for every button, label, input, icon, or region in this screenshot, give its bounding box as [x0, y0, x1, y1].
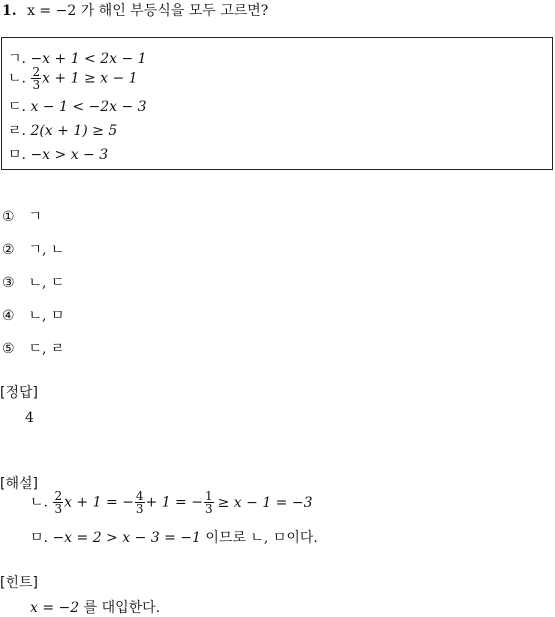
fraction	[135, 490, 145, 515]
option-expr: −x + 1 < 2x − 1	[30, 51, 147, 67]
option-label: ㄱ.	[8, 51, 26, 67]
choice-2[interactable]	[2, 239, 64, 259]
explanation-heading: [해설]	[0, 476, 38, 492]
fraction-numerator: 2	[54, 489, 63, 503]
question-text: x = −2 가 해인 부등식을 모두 고르면?	[27, 3, 269, 19]
choice-text: ㄱ, ㄴ	[28, 242, 65, 258]
option-expr: −x > x − 3	[30, 147, 109, 163]
choice-1[interactable]	[2, 206, 42, 226]
explanation-tail: 이므로 ㄴ, ㅁ이다.	[205, 530, 318, 546]
option-nieun	[8, 66, 138, 91]
option-label: ㅁ.	[8, 147, 26, 163]
fraction-denominator: 3	[135, 502, 144, 516]
choice-mark: ④	[2, 308, 15, 324]
choice-mark: ①	[2, 209, 15, 225]
fraction-numerator: 2	[32, 65, 41, 79]
fraction	[53, 490, 63, 515]
choice-text: ㄷ, ㄹ	[28, 341, 65, 357]
explanation-expr: −x = 2 > x − 3 = −1	[52, 530, 201, 546]
explanation-expr: x + 1 = −	[64, 494, 134, 511]
choice-3[interactable]	[2, 272, 64, 292]
choice-mark: ②	[2, 242, 15, 258]
explanation-line-2	[30, 527, 318, 547]
option-expr: x − 1 < −2x − 3	[30, 99, 147, 115]
choice-mark: ③	[2, 275, 15, 291]
option-label: ㄷ.	[8, 99, 26, 115]
option-expr: x + 1 ≥ x − 1	[42, 70, 138, 87]
option-rieul	[8, 120, 117, 140]
explanation-line-1	[30, 490, 313, 515]
option-expr: 2(x + 1) ≥ 5	[30, 123, 118, 139]
explanation-expr: ≥ x − 1 = −3	[217, 494, 313, 511]
question-number: 1.	[2, 3, 17, 19]
choice-5[interactable]	[2, 338, 64, 358]
hint-expr: x = −2	[30, 600, 80, 616]
fraction-numerator: 4	[135, 489, 144, 503]
hint-tail: 를 대입한다.	[83, 600, 161, 616]
hint-line	[30, 597, 160, 617]
choice-4[interactable]	[2, 305, 64, 325]
fraction	[204, 490, 214, 515]
option-digeut	[8, 96, 147, 116]
option-label: ㄹ.	[8, 123, 26, 139]
choice-text: ㄱ	[28, 209, 42, 225]
choice-text: ㄴ, ㅁ	[28, 308, 65, 324]
fraction-denominator: 3	[204, 502, 213, 516]
question-line	[2, 0, 268, 20]
hint-heading: [힌트]	[0, 575, 38, 591]
answer-value: 4	[25, 410, 34, 426]
answer-heading: [정답]	[0, 385, 38, 401]
options-box	[1, 37, 553, 170]
choice-mark: ⑤	[2, 341, 15, 357]
explanation-expr: + 1 = −	[145, 494, 203, 511]
fraction-denominator: 3	[54, 502, 63, 516]
explanation-label: ㄴ.	[30, 494, 48, 511]
option-giyeok	[8, 48, 147, 68]
option-label: ㄴ.	[8, 70, 26, 87]
fraction-numerator: 1	[204, 489, 213, 503]
explanation-label: ㅁ.	[30, 530, 48, 546]
choice-text: ㄴ, ㄷ	[28, 275, 65, 291]
fraction	[31, 66, 41, 91]
option-mieum	[8, 144, 108, 164]
fraction-denominator: 3	[32, 78, 41, 92]
